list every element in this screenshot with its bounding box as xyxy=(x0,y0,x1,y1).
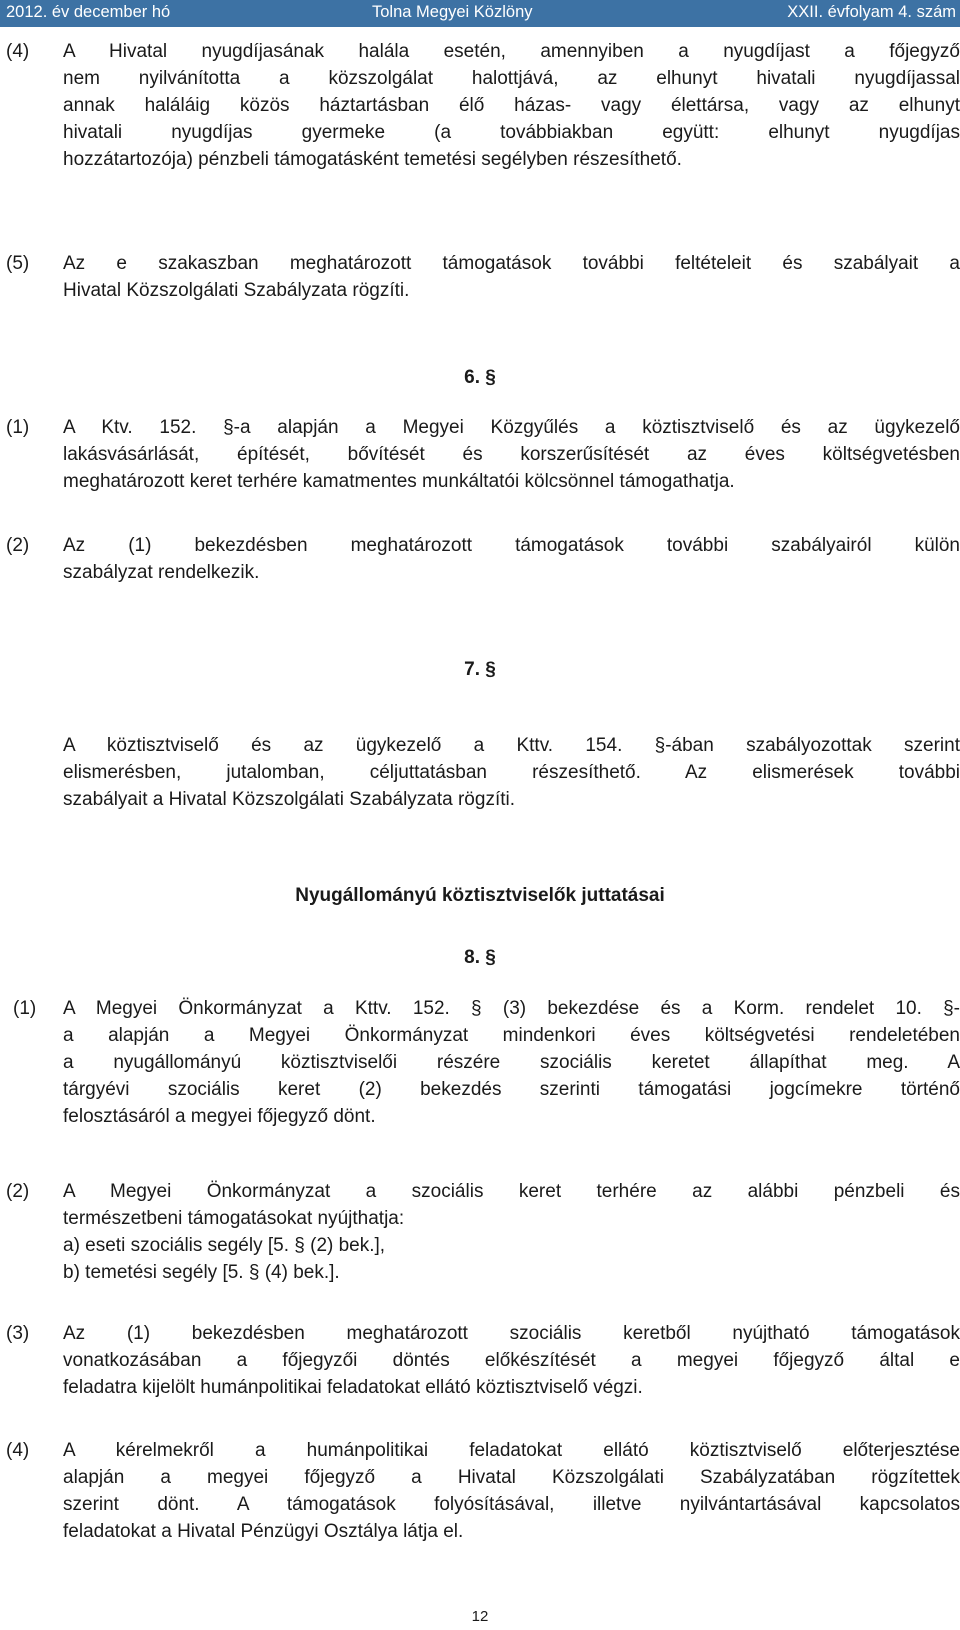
section-7-text xyxy=(6,732,960,813)
text-line: hozzátartozója) pénzbeli támogatásként temetési segélyben részesíthető. xyxy=(63,149,682,170)
paragraph-text xyxy=(63,1178,960,1286)
text-line: Az e szakaszban meghatározott támogatások további feltételeit és szabályait a xyxy=(63,253,960,274)
section-6-paragraph-1 xyxy=(6,414,960,495)
paragraph-number: (4) xyxy=(6,41,30,62)
paragraph-number: (5) xyxy=(6,253,30,274)
text-line: elismerésben, jutalomban, céljuttatásban részesíthető. Az elismerések további xyxy=(63,762,960,783)
page-number: 12 xyxy=(471,1608,489,1625)
paragraph-number: (1) xyxy=(6,417,30,438)
text-line: alapján a megyei főjegyző a Hivatal Közszolgálati Szabályzatában rögzítettek xyxy=(63,1467,960,1488)
paragraph-text xyxy=(63,414,960,495)
page-header xyxy=(0,0,960,27)
text-line: feladatra kijelölt humánpolitikai feladatokat ellátó köztisztviselő végzi. xyxy=(63,1377,643,1398)
text-line: lakásvásárlását, építését, bővítését és korszerűsítését az éves költségvetésben xyxy=(63,444,960,465)
section-8-paragraph-4 xyxy=(6,1437,960,1545)
header-date: 2012. év december hó xyxy=(6,3,171,21)
paragraph-number: (1) xyxy=(13,998,37,1019)
section-8-paragraph-2 xyxy=(6,1178,960,1286)
paragraph-number: (2) xyxy=(6,1181,30,1202)
text-line: szabályait a Hivatal Közszolgálati Szabályzata rögzíti. xyxy=(63,789,516,810)
text-line: a alapján a Megyei Önkormányzat mindenkori éves költségvetési rendeletében xyxy=(63,1025,960,1046)
paragraph-text xyxy=(63,1437,960,1545)
section-title-retired: Nyugállományú köztisztviselők juttatásai xyxy=(295,885,665,906)
paragraph-number: (4) xyxy=(6,1440,30,1461)
text-line: szerint dönt. A támogatások folyósításával, illetve nyilvántartásával kapcsolatos xyxy=(63,1494,960,1515)
list-item: a) eseti szociális segély [5. § (2) bek.], xyxy=(63,1235,386,1256)
section-7-heading: 7. § xyxy=(464,659,496,680)
text-line: Hivatal Közszolgálati Szabályzata rögzíti. xyxy=(63,280,410,301)
paragraph-text xyxy=(63,1320,960,1401)
text-line: Az (1) bekezdésben meghatározott támogatások további szabályairól külön xyxy=(63,535,960,556)
section-8-heading: 8. § xyxy=(464,947,496,968)
list-item: b) temetési segély [5. § (4) bek.]. xyxy=(63,1262,340,1283)
paragraph-5-rules xyxy=(6,250,960,304)
paragraph-text xyxy=(63,532,960,586)
text-line: vonatkozásában a főjegyzői döntés előkészítését a megyei főjegyző által e xyxy=(63,1350,960,1371)
section-6-heading: 6. § xyxy=(464,367,496,388)
text-line: A Megyei Önkormányzat a Kttv. 152. § (3) bekezdése és a Korm. rendelet 10. §- xyxy=(63,998,960,1019)
header-title: Tolna Megyei Közlöny xyxy=(372,3,533,21)
section-8-paragraph-3 xyxy=(6,1320,960,1401)
text-line: a nyugállományú köztisztviselői részére szociális keretet állapíthat meg. A xyxy=(63,1052,960,1073)
section-8-paragraph-1 xyxy=(6,995,960,1130)
text-line: nem nyilvánította a közszolgálat halottjává, az elhunyt hivatali nyugdíjassal xyxy=(63,68,960,89)
text-line: természetbeni támogatásokat nyújthatja: xyxy=(63,1208,405,1229)
paragraph-number: (2) xyxy=(6,535,30,556)
header-volume: XXII. évfolyam 4. szám xyxy=(787,3,956,21)
text-line: szabályzat rendelkezik. xyxy=(63,562,260,583)
text-line: felosztásáról a megyei főjegyző dönt. xyxy=(63,1106,376,1127)
text-line: A köztisztviselő és az ügykezelő a Kttv. 154. §-ában szabályozottak szerint xyxy=(63,735,960,756)
text-line: meghatározott keret terhére kamatmentes munkáltatói kölcsönnel támogathatja. xyxy=(63,471,735,492)
text-line: A Ktv. 152. §-a alapján a Megyei Közgyűlés a köztisztviselő és az ügykezelő xyxy=(63,417,960,438)
text-line: annak haláláig közös háztartásban élő házas- vagy élettársa, vagy az elhunyt xyxy=(63,95,960,116)
section-6-paragraph-2 xyxy=(6,532,960,586)
paragraph-text xyxy=(63,250,960,304)
paragraph-text xyxy=(63,38,960,173)
text-line: A Hivatal nyugdíjasának halála esetén, amennyiben a nyugdíjast a főjegyző xyxy=(63,41,960,62)
paragraph-4-pension xyxy=(6,38,960,173)
text-line: tárgyévi szociális keret (2) bekezdés szerinti támogatási jogcímekre történő xyxy=(63,1079,960,1100)
text-line: hivatali nyugdíjas gyermeke (a továbbiakban együtt: elhunyt nyugdíjas xyxy=(63,122,960,143)
text-line: Az (1) bekezdésben meghatározott szociális keretből nyújtható támogatások xyxy=(63,1323,960,1344)
paragraph-number: (3) xyxy=(6,1323,30,1344)
paragraph-text xyxy=(63,732,960,813)
text-line: A Megyei Önkormányzat a szociális keret terhére az alábbi pénzbeli és xyxy=(63,1181,960,1202)
paragraph-text xyxy=(63,995,960,1130)
text-line: feladatokat a Hivatal Pénzügyi Osztálya látja el. xyxy=(63,1521,464,1542)
text-line: A kérelmekről a humánpolitikai feladatokat ellátó köztisztviselő előterjesztése xyxy=(63,1440,960,1461)
